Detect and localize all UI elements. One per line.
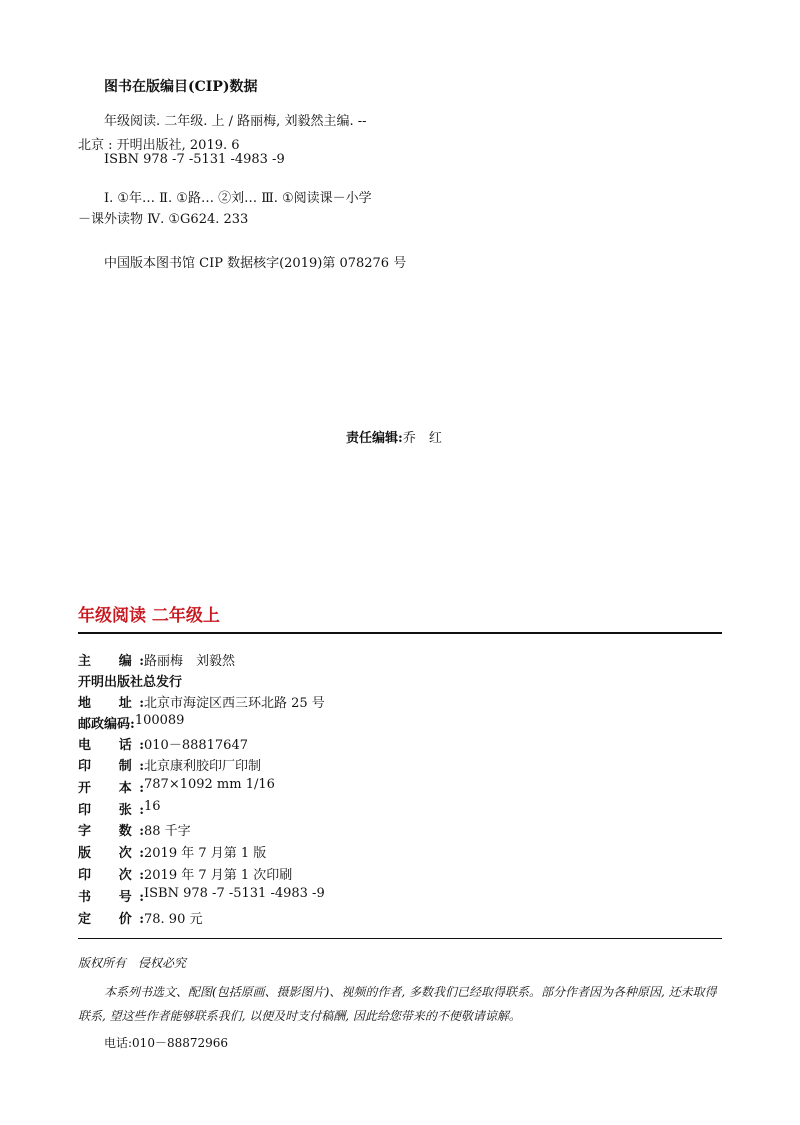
info-telephone <box>78 734 248 753</box>
info-label: 书 号: <box>78 890 144 905</box>
info-label: 版 次: <box>78 846 144 861</box>
info-isbn <box>78 886 325 905</box>
info-value: 787×1092 mm 1/16 <box>144 777 275 792</box>
author-contact-note: 本系列书选文、配图(包括原画、摄影图片)、视频的作者, 多数我们已经取得联系。部分作者因为各种原因, 还未取得联系, 望这些作者能够联系我们, 以便及时支付稿酬, 因此给您带来的不便敬请谅解。 <box>78 985 717 1023</box>
info-value: 2019 年 7 月第 1 版 <box>144 846 267 861</box>
info-value: 北京康利胶印厂印制 <box>144 759 262 774</box>
info-label: 定 价: <box>78 912 144 927</box>
info-value: 100089 <box>134 713 185 728</box>
info-printer <box>78 755 261 774</box>
divider-thin <box>78 938 722 939</box>
responsible-editor <box>346 427 442 446</box>
info-chief-editor <box>78 650 235 669</box>
info-label: 主 编: <box>78 654 144 669</box>
info-label: 地 址: <box>78 696 144 711</box>
editor-label: 责任编辑: <box>346 431 403 446</box>
cip-line-1: 年级阅读. 二年级. 上 / 路丽梅, 刘毅然主编. -- <box>104 114 367 129</box>
info-value: ISBN 978 -7 -5131 -4983 -9 <box>144 886 325 901</box>
info-format <box>78 777 275 796</box>
publisher-line: 开明出版社总发行 <box>78 675 183 690</box>
info-value: 2019 年 7 月第 1 次印刷 <box>144 868 293 883</box>
info-words <box>78 820 191 839</box>
info-value: 16 <box>144 799 161 814</box>
info-impression <box>78 864 292 883</box>
info-price <box>78 908 202 927</box>
info-value: 88 千字 <box>144 824 191 839</box>
info-label: 开 本: <box>78 781 144 796</box>
cip-line-3: ISBN 978 -7 -5131 -4983 -9 <box>104 152 285 167</box>
cip-heading: 图书在版编目(CIP)数据 <box>104 79 258 95</box>
book-title: 年级阅读 二年级上 <box>78 606 220 626</box>
cip-line-2: 北京 : 开明出版社, 2019. 6 <box>78 138 240 153</box>
info-label: 电 话: <box>78 738 144 753</box>
cip-line-5: －课外读物 Ⅳ. ①G624. 233 <box>78 212 249 227</box>
info-sheets <box>78 799 161 818</box>
info-value: 路丽梅 刘毅然 <box>144 654 236 669</box>
info-address <box>78 692 325 711</box>
info-label: 字 数: <box>78 824 144 839</box>
contact-phone: 电话:010－88872966 <box>104 1036 229 1050</box>
info-label: 印 制: <box>78 759 144 774</box>
info-edition <box>78 842 266 861</box>
info-postcode <box>78 713 184 732</box>
copyright-notice: 版权所有 侵权必究 <box>78 956 187 970</box>
cip-line-6: 中国版本图书馆 CIP 数据核字(2019)第 078276 号 <box>104 256 407 271</box>
info-label: 邮政编码: <box>78 717 135 732</box>
cip-line-4: Ⅰ. ①年… Ⅱ. ①路… ②刘… Ⅲ. ①阅读课－小学 <box>104 191 372 206</box>
info-value: 010－88817647 <box>144 738 248 753</box>
editor-name: 乔 红 <box>402 431 442 446</box>
divider-thick <box>78 632 722 634</box>
info-value: 78. 90 元 <box>144 912 203 927</box>
info-label: 印 张: <box>78 803 144 818</box>
info-label: 印 次: <box>78 868 144 883</box>
info-value: 北京市海淀区西三环北路 25 号 <box>144 696 325 711</box>
